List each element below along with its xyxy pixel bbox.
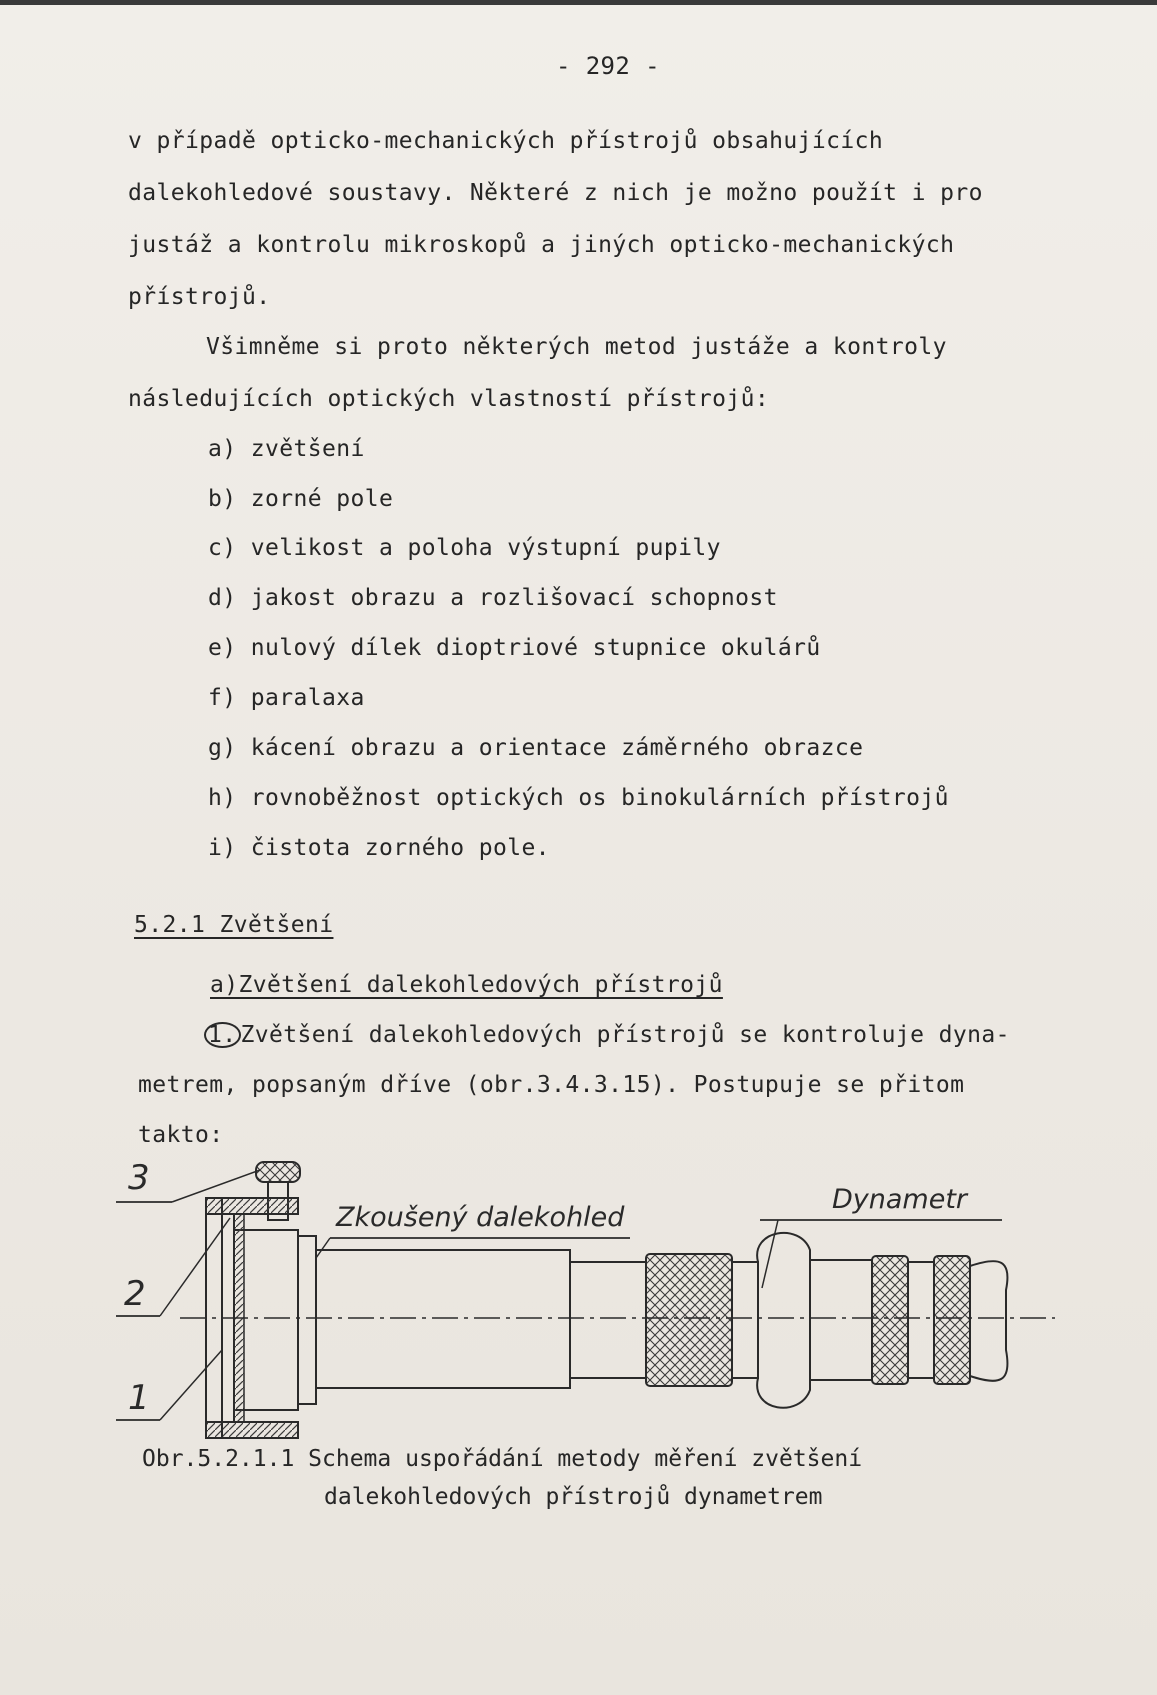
list-item: g) kácení obrazu a orientace záměrného obrazce — [208, 735, 864, 761]
paragraph1-line: justáž a kontrolu mikroskopů a jiných opticko-mechanických — [128, 232, 955, 258]
figure-caption-line: dalekohledových přístrojů dynametrem — [324, 1484, 823, 1510]
paragraph3-line: metrem, popsaným dříve (obr.3.4.3.15). Postupuje se přitom — [138, 1072, 965, 1098]
part-number-label: 2 — [124, 1274, 146, 1314]
figure-dynameter-setup — [110, 1150, 1070, 1440]
list-item: f) paralaxa — [208, 685, 365, 711]
figure-caption-line: Obr.5.2.1.1 Schema uspořádání metody měření zvětšení — [142, 1446, 863, 1472]
list-item: h) rovnoběžnost optických os binokulárních přístrojů — [208, 785, 949, 811]
dynameter-body — [570, 1233, 1008, 1408]
list-item: d) jakost obrazu a rozlišovací schopnost — [208, 585, 778, 611]
page-number: - 292 - — [556, 52, 660, 80]
item-number-circled: 1. — [204, 1022, 241, 1048]
list-item: e) nulový dílek dioptriové stupnice okulárů — [208, 635, 821, 661]
label-tested-telescope: Zkoušený dalekohled — [336, 1202, 625, 1233]
list-item: c) velikost a poloha výstupní pupily — [208, 535, 721, 561]
paragraph2-line: Všimněme si proto některých metod justáže a kontroly — [206, 334, 947, 360]
paragraph1-line: v případě opticko-mechanických přístrojů obsahujících — [128, 128, 884, 154]
tested-telescope-tube — [298, 1236, 570, 1404]
label-dynameter: Dynametr — [832, 1184, 968, 1215]
part-number-label: 3 — [128, 1158, 150, 1198]
list-item: i) čistota zorného pole. — [208, 835, 550, 861]
paragraph1-line: dalekohledové soustavy. Některé z nich je možno použít i pro — [128, 180, 983, 206]
section-heading: 5.2.1 Zvětšení — [134, 912, 334, 938]
paragraph3-first-line — [204, 1022, 1010, 1048]
paragraph2-line: následujících optických vlastností přístrojů: — [128, 386, 770, 412]
subsection-heading: a)Zvětšení dalekohledových přístrojů — [210, 972, 723, 998]
page-top-edge — [0, 0, 1157, 5]
list-item: b) zorné pole — [208, 486, 394, 512]
part-number-label: 1 — [128, 1378, 150, 1418]
paragraph3-line: takto: — [138, 1122, 224, 1148]
paragraph1-line: přístrojů. — [128, 284, 271, 310]
list-item: a) zvětšení — [208, 436, 365, 462]
paragraph3-line: Zvětšení dalekohledových přístrojů se kontroluje dyna- — [240, 1022, 1010, 1048]
